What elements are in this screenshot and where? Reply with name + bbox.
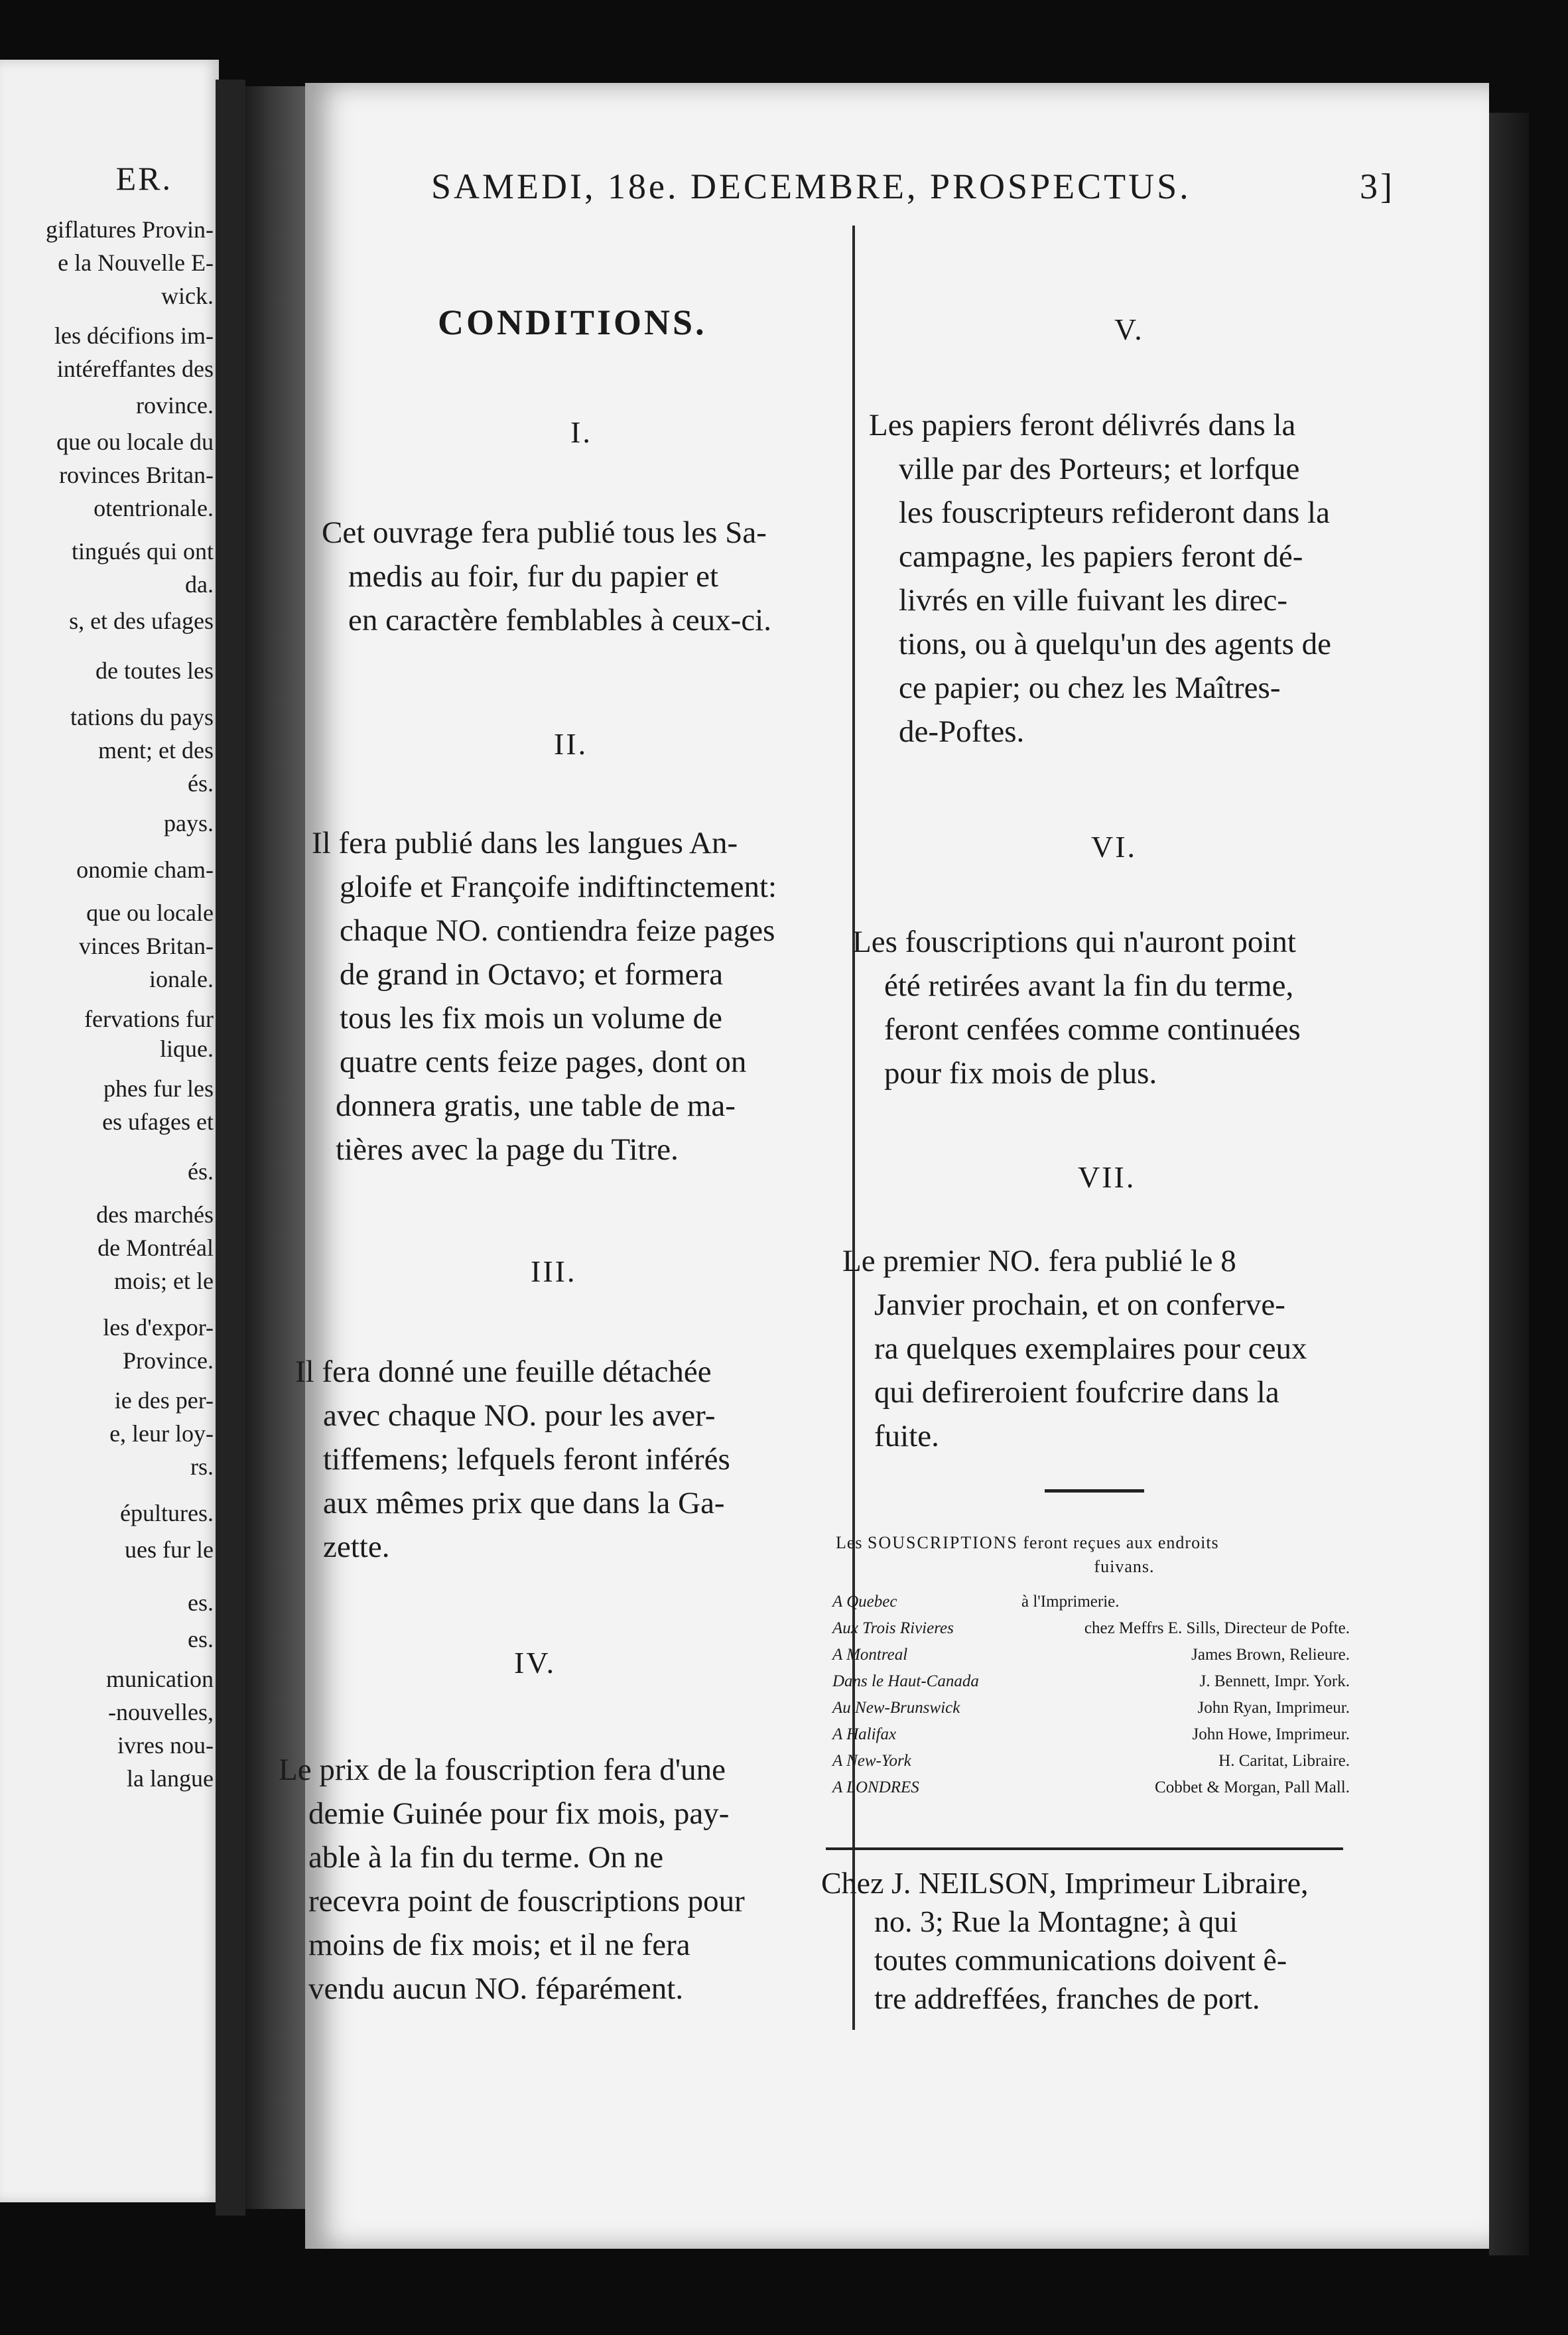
page-number: 3]: [1360, 167, 1395, 206]
left-page-line: que ou locale: [86, 900, 214, 926]
imprint-line: toutes communications doivent ê-: [874, 1943, 1287, 1977]
imprint-line: tre addreffées, franches de port.: [874, 1981, 1260, 2015]
text-line: avec chaque NO. pour les aver-: [323, 1398, 716, 1433]
agents-list: [832, 1589, 1350, 1801]
left-page-line: giflatures Provin-: [46, 216, 214, 243]
left-page-line: ivres nou-: [117, 1732, 214, 1759]
left-page-line: wick.: [161, 283, 214, 309]
section-numeral-iv: IV.: [514, 1646, 556, 1680]
agent-place: A Halifax: [832, 1725, 897, 1743]
condition-ii-text: [312, 821, 822, 1171]
text-line: medis au foir, fur du papier et: [348, 559, 719, 594]
section-numeral-ii: II.: [554, 727, 588, 761]
left-page-line: la langue: [127, 1765, 214, 1792]
left-page-line: vinces Britan-: [79, 933, 214, 959]
text-line: de-Poftes.: [899, 714, 1025, 749]
agent-row: [832, 1748, 1350, 1774]
section-numeral-v: V.: [1114, 312, 1144, 346]
left-page-line: ues fur le: [125, 1536, 214, 1563]
book-gutter: [216, 80, 245, 2216]
imprint-line: Chez J. NEILSON, Imprimeur Libraire,: [821, 1866, 1309, 1900]
agent-row: [832, 1668, 1350, 1695]
text-line: Les papiers feront délivrés dans la: [869, 408, 1296, 442]
agent-name: John Ryan, Imprimeur.: [1197, 1699, 1350, 1717]
left-page-line: fervations fur: [84, 1006, 214, 1032]
agent-place: Dans le Haut-Canada: [832, 1672, 979, 1690]
subs-rest: feront reçues aux endroits: [1023, 1533, 1219, 1552]
left-page-line: és.: [188, 1158, 214, 1185]
text-line: tions, ou à quelqu'un des agents de: [899, 627, 1331, 661]
agent-name: James Brown, Relieure.: [1191, 1646, 1350, 1664]
left-page-line: s, et des ufages: [69, 608, 214, 634]
left-page-line: rovince.: [136, 392, 214, 419]
left-page-line: onomie cham-: [76, 856, 214, 883]
left-page-line: de Montréal: [98, 1234, 214, 1261]
left-page-line: les d'expor-: [103, 1314, 214, 1341]
section-numeral-vi: VI.: [1091, 830, 1138, 864]
agent-row: [832, 1721, 1350, 1748]
agent-row: [832, 1589, 1350, 1615]
text-line: tiffemens; lefquels feront inférés: [323, 1442, 730, 1477]
text-line: Le prix de la fouscription fera d'une: [279, 1753, 726, 1787]
text-line: Le premier NO. fera publié le 8: [842, 1244, 1236, 1278]
left-page-line: de toutes les: [96, 657, 214, 684]
left-page-line: lique.: [160, 1035, 214, 1062]
text-line: campagne, les papiers feront dé-: [899, 539, 1303, 574]
left-page-line: ie des per-: [114, 1387, 214, 1414]
text-line: ville par des Porteurs; et lorfque: [899, 452, 1300, 486]
agent-name: Cobbet & Morgan, Pall Mall.: [1155, 1778, 1350, 1796]
text-line: feront cenfées comme continuées: [884, 1012, 1301, 1047]
running-header: [431, 166, 1479, 219]
agent-place: Au New-Brunswick: [832, 1699, 960, 1717]
agent-place: A New-York: [832, 1752, 911, 1770]
text-line: Cet ouvrage fera publié tous les Sa-: [322, 515, 767, 550]
agent-name: J. Bennett, Impr. York.: [1199, 1672, 1350, 1690]
left-page-line: tingués qui ont: [72, 538, 214, 565]
text-line: Les fouscriptions qui n'auront point: [852, 925, 1296, 959]
running-title: SAMEDI, 18e. DECEMBRE, PROSPECTUS.: [431, 167, 1191, 206]
left-page-line: ment; et des: [98, 737, 214, 764]
agent-place: A Quebec: [832, 1593, 897, 1611]
text-line: chaque NO. contiendra feize pages: [340, 913, 775, 948]
left-page-line: e, leur loy-: [109, 1420, 214, 1447]
text-line: vendu aucun NO. féparément.: [308, 1971, 684, 2006]
agent-row: [832, 1774, 1350, 1801]
left-page-line: e la Nouvelle E-: [58, 249, 214, 276]
left-page-line: que ou locale du: [56, 429, 214, 455]
left-page-line: es.: [188, 1626, 214, 1652]
imprint-line: no. 3; Rue la Montagne; à qui: [874, 1904, 1238, 1938]
text-line: ra quelques exemplaires pour ceux: [874, 1331, 1307, 1366]
subs-keyword: SOUSCRIPTIONS: [868, 1533, 1018, 1552]
agent-name: chez Meffrs E. Sills, Directeur de Pofte.: [1084, 1619, 1350, 1637]
left-page-line: es.: [188, 1589, 214, 1616]
subs-lead: Les: [836, 1533, 863, 1552]
agent-row: [832, 1615, 1350, 1642]
condition-iv-text: [279, 1748, 816, 2011]
page-edge: [1489, 113, 1529, 2255]
agent-name: à l'Imprimerie.: [1021, 1593, 1120, 1611]
text-line: tières avec la page du Titre.: [336, 1132, 679, 1167]
left-page-line: otentrionale.: [94, 495, 214, 521]
left-page-line: des marchés: [96, 1201, 214, 1228]
text-line: été retirées avant la fin du terme,: [884, 968, 1294, 1003]
left-page-title: ER.: [115, 160, 172, 197]
section-numeral-i: I.: [570, 415, 592, 449]
left-page-line: és.: [188, 770, 214, 797]
agent-place: A LONDRES: [832, 1778, 919, 1796]
text-line: zette.: [323, 1530, 390, 1564]
text-line: demie Guinée pour fix mois, pay-: [308, 1796, 730, 1831]
left-page-line: -nouvelles,: [108, 1699, 214, 1725]
agent-name: H. Caritat, Libraire.: [1218, 1752, 1350, 1770]
left-page-line: épultures.: [120, 1500, 214, 1526]
text-line: tous les fix mois un volume de: [340, 1001, 723, 1035]
left-page-line: rs.: [190, 1453, 214, 1480]
text-line: donnera gratis, une table de ma-: [336, 1089, 736, 1123]
left-page-line: phes fur les: [103, 1075, 214, 1102]
left-page-line: rovinces Britan-: [59, 462, 214, 488]
left-page-line: intéreffantes des: [56, 356, 214, 382]
text-line: qui defireroient foufcrire dans la: [874, 1375, 1279, 1410]
agent-row: [832, 1695, 1350, 1721]
short-divider: [1045, 1489, 1144, 1493]
section-numeral-vii: VII.: [1078, 1160, 1136, 1194]
subscriptions-heading: [836, 1531, 1353, 1579]
condition-vi-text: [852, 920, 1370, 1095]
text-line: aux mêmes prix que dans la Ga-: [323, 1486, 725, 1520]
text-line: gloife et Françoife indiftinctement:: [340, 870, 777, 904]
left-page-line: Province.: [123, 1347, 214, 1374]
text-line: les fouscripteurs refideront dans la: [899, 496, 1330, 530]
left-page-line: les décifions im-: [54, 322, 214, 349]
left-page-line: munication: [106, 1666, 214, 1692]
conditions-heading: CONDITIONS.: [438, 302, 707, 342]
left-page-line: pays.: [164, 810, 214, 836]
text-line: en caractère femblables à ceux-ci.: [348, 603, 771, 637]
left-page-line: tations du pays: [70, 704, 214, 730]
text-line: de grand in Octavo; et formera: [340, 957, 724, 992]
agent-place: A Montreal: [832, 1646, 908, 1664]
text-line: pour fix mois de plus.: [884, 1056, 1157, 1091]
text-line: quatre cents feize pages, dont on: [340, 1045, 747, 1079]
condition-i-text: [322, 511, 832, 642]
agent-place: Aux Trois Rivieres: [832, 1619, 954, 1637]
agent-name: John Howe, Imprimeur.: [1192, 1725, 1350, 1743]
left-adjacent-page: [0, 60, 219, 2202]
imprint-divider: [826, 1847, 1343, 1850]
imprint: [821, 1864, 1345, 2018]
text-line: recevra point de fouscriptions pour: [308, 1884, 745, 1918]
condition-vii-text: [842, 1239, 1360, 1458]
left-page-line: mois; et le: [114, 1268, 214, 1294]
left-page-line: da.: [185, 571, 214, 598]
text-line: moins de fix mois; et il ne fera: [308, 1928, 690, 1962]
left-page-line: ionale.: [149, 966, 214, 992]
text-line: able à la fin du terme. On ne: [308, 1840, 664, 1875]
agent-row: [832, 1642, 1350, 1668]
text-line: Janvier prochain, et on conferve-: [874, 1288, 1285, 1322]
text-line: Il fera donné une feuille détachée: [295, 1355, 712, 1389]
subs-follow: fuivans.: [1094, 1557, 1155, 1576]
left-page-line: es ufages et: [102, 1108, 214, 1135]
text-line: fuite.: [874, 1419, 939, 1453]
section-numeral-iii: III.: [531, 1254, 577, 1288]
text-line: Il fera publié dans les langues An-: [312, 826, 738, 860]
text-line: livrés en ville fuivant les direc-: [899, 583, 1287, 618]
condition-v-text: [869, 403, 1390, 754]
condition-iii-text: [295, 1350, 819, 1569]
text-line: ce papier; ou chez les Maîtres-: [899, 671, 1281, 705]
